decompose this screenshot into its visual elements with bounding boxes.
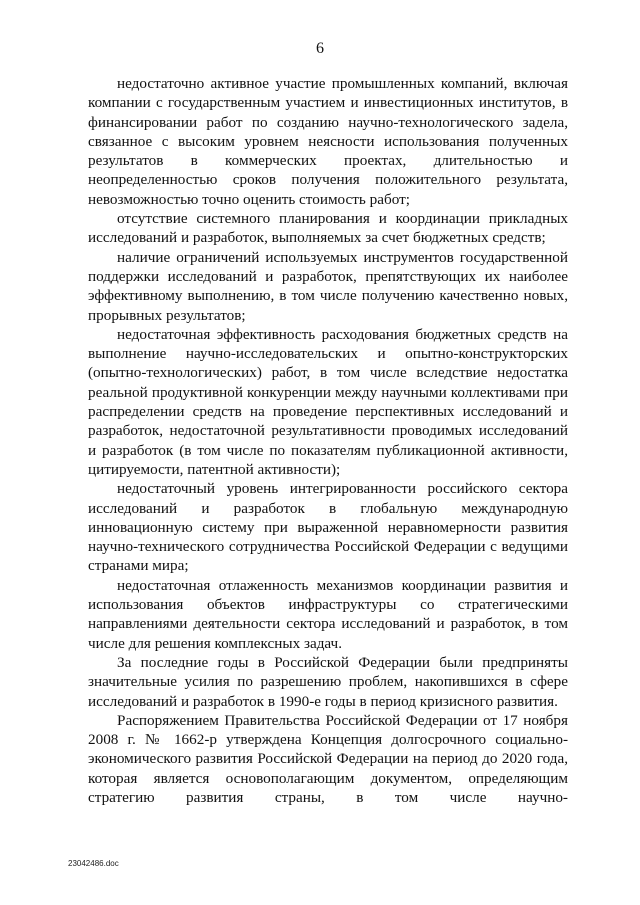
paragraph-1: недостаточно активное участие промышленных компаний, включая компании с государственным участием и инвестиционных институтов, в финансировании работ по созданию научно-технологического задела, связанное с высоким уровнем неясности использования полученных результатов в коммерческих проектах, длительностью и неопределенностью сроков получения положительного результата, невозможностью точно оценить стоимость работ; [88, 75, 568, 208]
paragraph-8: Распоряжением Правительства Российской Федерации от 17 ноября 2008 г. № 1662-р утверждена Концепция долгосрочного социально-экономического развития Российской Федерации на период до 2020 года, которая является основополагающим документом, определяющим стратегию развития страны, в том числе научно- [88, 711, 568, 806]
paragraph-7: За последние годы в Российской Федерации были предприняты значительные усилия по разрешению проблем, накопившихся в сфере исследований и разработок в 1990-е годы в период кризисного развития. [88, 653, 568, 710]
page-number: 6 [316, 40, 324, 57]
paragraph-5: недостаточный уровень интегрированности российского сектора исследований и разработок в глобальную международную инновационную систему при выраженной неравномерности развития научно-технического сотрудничества Российской Федерации с ведущими странами мира; [88, 480, 568, 575]
footer-filename: 23042486.doc [68, 859, 119, 868]
document-body [88, 74, 568, 807]
paragraph-6: недостаточная отлаженность механизмов координации развития и использования объектов инфраструктуры со стратегическими направлениями деятельности сектора исследований и разработок, в том числе для решения комплексных задач. [88, 576, 568, 652]
paragraph-3: наличие ограничений используемых инструментов государственной поддержки исследований и разработок, препятствующих их наиболее эффективному выполнению, в том числе получению качественно новых, прорывных результатов; [88, 248, 568, 324]
paragraph-4: недостаточная эффективность расходования бюджетных средств на выполнение научно-исследовательских и опытно-конструкторских (опытно-технологических) работ, в том числе вследствие недостатка реальной продуктивной конкуренции между научными коллективами при распределении средств на проведение перспективных исследований и разработок, недостаточной результативности проводимых исследований и разработок (в том числе по показателям публикационной активности, цитируемости, патентной активности); [88, 325, 568, 478]
paragraph-2: отсутствие системного планирования и координации прикладных исследований и разработок, выполняемых за счет бюджетных средств; [88, 210, 568, 247]
